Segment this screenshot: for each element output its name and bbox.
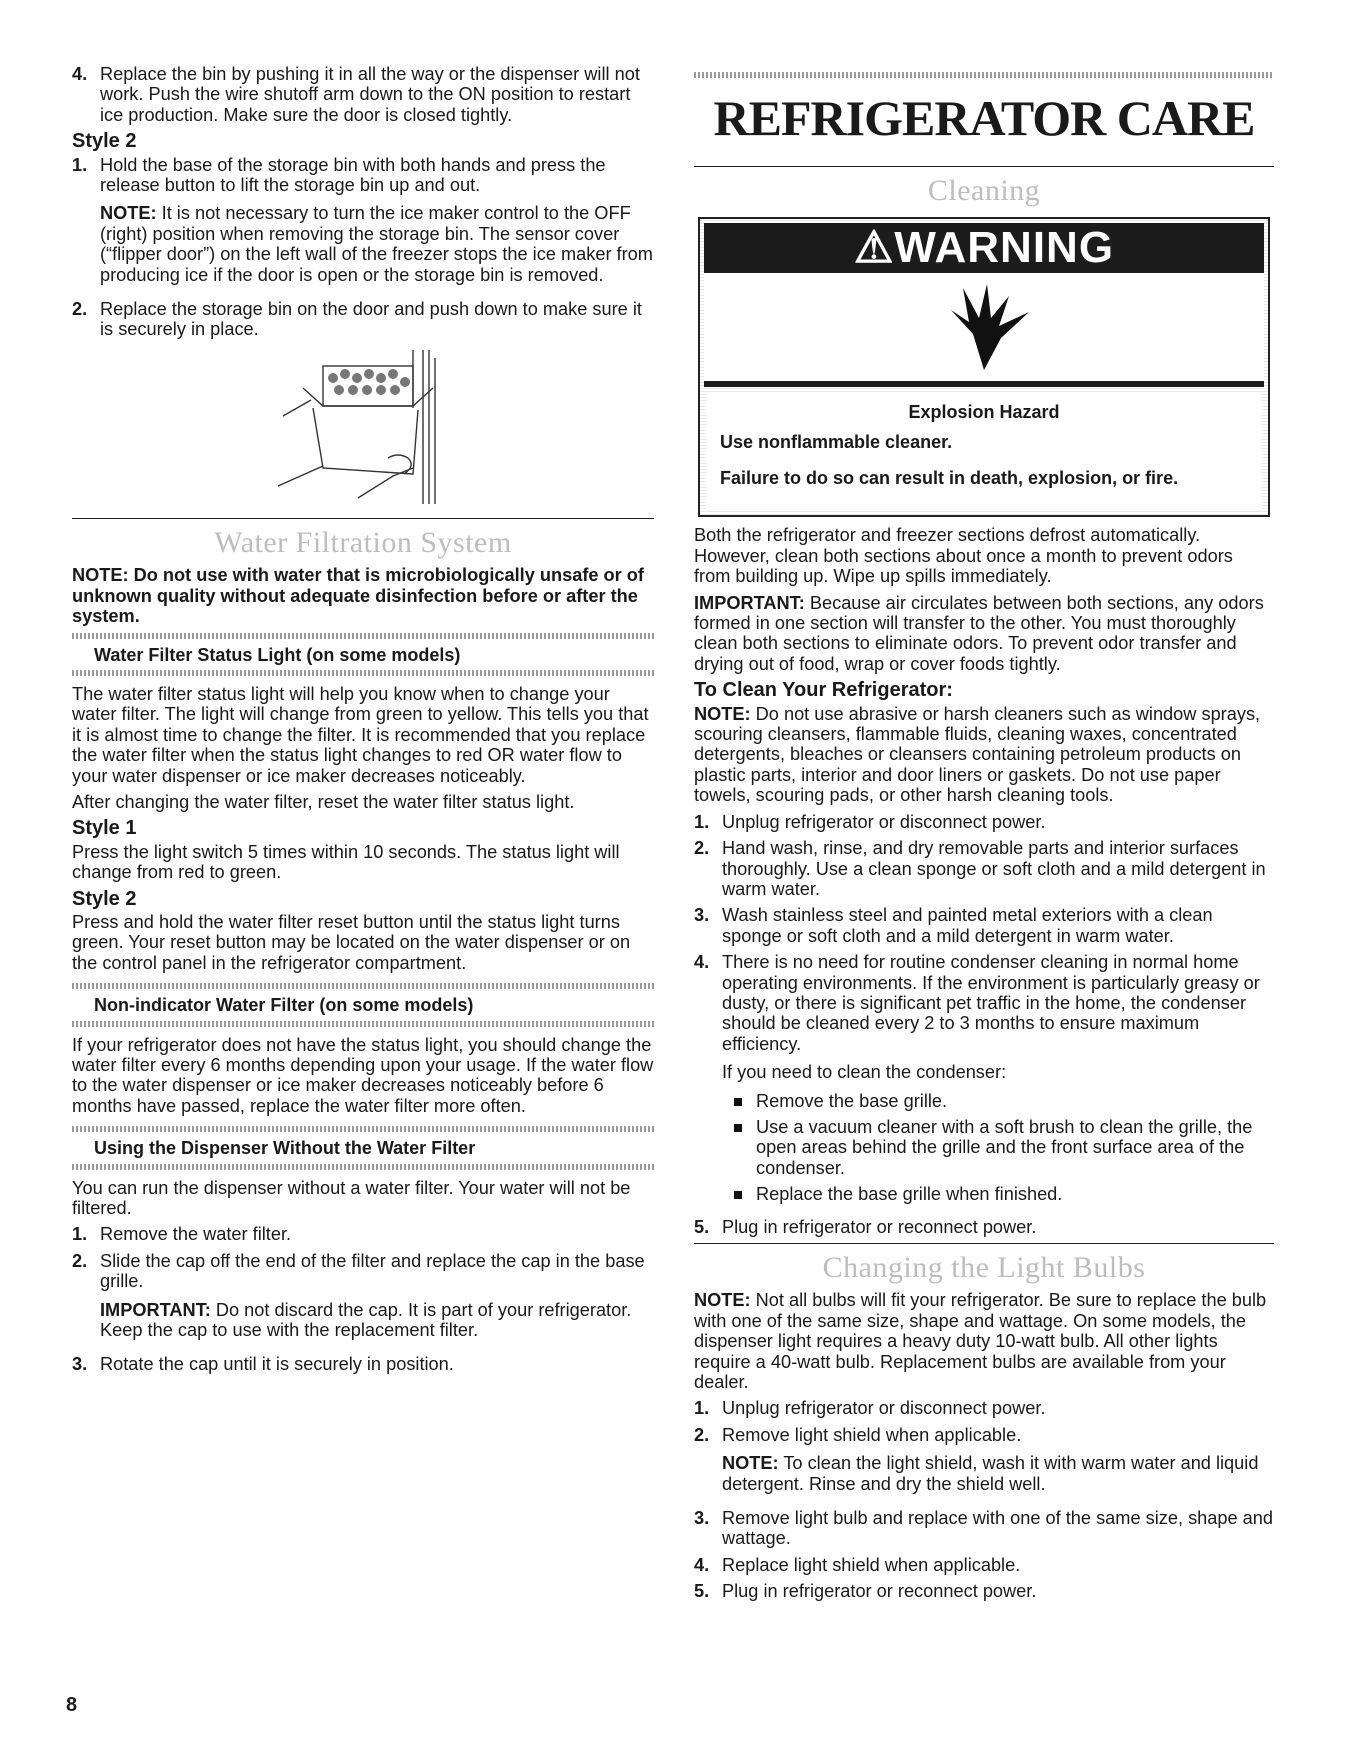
section-title: Changing the Light Bulbs	[822, 1251, 1146, 1284]
list-item	[72, 299, 654, 340]
important-label: IMPORTANT:	[694, 592, 805, 613]
page-title: REFRIGERATOR CARE	[713, 90, 1255, 146]
list-item	[694, 1555, 1274, 1575]
paragraph: After changing the water filter, reset the water filter status light.	[72, 791, 575, 812]
list-item	[72, 64, 654, 125]
paragraph: The water filter status light will help you know when to change your water filter. The light will change from green to yellow. This tells you that it is almost time to change the filter. It is recommended that you replace the water filter when the status light changes to red OR water flow to your water dispenser or ice maker decreases noticeably.	[72, 683, 649, 786]
warning-line: Use nonflammable cleaner.	[720, 432, 953, 453]
left-column	[72, 64, 654, 1381]
section-title: Cleaning	[927, 174, 1041, 207]
step-number: 2.	[694, 1424, 710, 1445]
note-label: NOTE:	[694, 703, 751, 724]
step-number: 2.	[72, 1250, 88, 1271]
step-number: 1.	[694, 811, 710, 832]
note	[694, 1290, 1274, 1392]
step-number: 4.	[694, 1554, 710, 1575]
note-text: To clean the light shield, wash it with warm water and liquid detergent. Rinse and dry the shield well.	[722, 1453, 1259, 1494]
step-text: Remove the water filter.	[100, 1224, 292, 1245]
step-number: 1.	[72, 154, 88, 175]
note-text: Not all bulbs will fit your refrigerator. Be sure to replace the bulb with one of the same size, shape and wattage. On some models, the dispenser light requires a heavy duty 10-watt bulb. All other lights require a 40-watt bulb. Replacement bulbs are available from your dealer.	[694, 1290, 1267, 1393]
bullet-square-icon	[722, 1184, 756, 1204]
condenser-intro: If you need to clean the condenser:	[722, 1062, 1007, 1083]
step-number: 2.	[72, 299, 88, 320]
note	[722, 1453, 1274, 1494]
divider	[72, 1164, 654, 1170]
important-text: Do not discard the cap. It is part of your refrigerator. Keep the cap to use with the replacement filter.	[100, 1299, 632, 1341]
step-text: Unplug refrigerator or disconnect power.	[722, 1398, 1046, 1419]
step-number: 3.	[72, 1354, 88, 1375]
list-item	[694, 952, 1274, 1210]
step-text: Remove light shield when applicable.	[722, 1424, 1022, 1445]
step-number: 5.	[694, 1581, 710, 1602]
note	[694, 704, 1274, 806]
bullet-text: Remove the base grille.	[756, 1090, 948, 1111]
step-number: 2.	[694, 838, 710, 859]
step-text: Replace light shield when applicable.	[722, 1554, 1021, 1575]
note	[100, 203, 654, 285]
list-item	[694, 905, 1274, 946]
subsection-heading: To Clean Your Refrigerator:	[694, 679, 953, 702]
warning-text	[706, 393, 1262, 509]
list-item	[72, 155, 654, 293]
divider	[694, 72, 1274, 78]
water-note: NOTE: Do not use with water that is microbiologically unsafe or of unknown quality without adequate disinfection before or after the system.	[72, 565, 644, 627]
condenser-bullets	[722, 1091, 1274, 1205]
bullet-item	[722, 1184, 1274, 1204]
list-item	[694, 1398, 1274, 1418]
note-label: NOTE:	[100, 203, 157, 224]
list-item	[694, 812, 1274, 832]
important-label: IMPORTANT:	[100, 1299, 211, 1320]
style-heading: Style 1	[72, 817, 137, 840]
bullet-item	[722, 1117, 1274, 1178]
list-item	[694, 1508, 1274, 1549]
note-text: Do not use abrasive or harsh cleaners such as window sprays, scouring cleansers, flammable fluids, cleaning waxes, concentrated detergents, bleaches or cleansers containing petroleum products on plastic parts, interior and door liners or gaskets. Do not use paper towels, scouring pads, or other harsh cleaning tools.	[694, 703, 1261, 806]
step-text: Replace the bin by pushing it in all the way or the dispenser will not work. Push the wire shutoff arm down to the ON position to restart ice production. Make sure the door is closed tightly.	[100, 64, 640, 125]
paragraph: Press the light switch 5 times within 10 seconds. The status light will change from red to green.	[72, 841, 620, 883]
step-text: Remove light bulb and replace with one of the same size, shape and wattage.	[722, 1508, 1274, 1549]
page-number: 8	[66, 1694, 78, 1716]
subsection-heading: Using the Dispenser Without the Water Filter	[94, 1138, 476, 1159]
step-number: 3.	[694, 1508, 710, 1529]
bullet-text: Replace the base grille when finished.	[756, 1184, 1063, 1205]
subsection-heading: Water Filter Status Light (on some models)	[94, 644, 461, 665]
step-number: 4.	[72, 64, 88, 84]
bullet-square-icon	[722, 1091, 756, 1111]
warning-line: Failure to do so can result in death, explosion, or fire.	[720, 468, 1179, 489]
explosion-icon	[929, 282, 1039, 372]
important-text: Because air circulates between both sections, any odors formed in one section will transfer to the other. You must thoroughly clean both sections to eliminate odors. To prevent odor transfer and drying out of food, wrap or cover foods tightly.	[694, 592, 1264, 674]
list-item	[694, 1581, 1274, 1601]
bullet-square-icon	[722, 1117, 756, 1178]
important-note	[694, 593, 1274, 675]
bullet-text: Use a vacuum cleaner with a soft brush to clean the grille, the open areas behind the grille and the front surface area of the condenser.	[756, 1116, 1253, 1178]
important-note	[100, 1300, 654, 1341]
style-heading: Style 2	[72, 130, 137, 153]
warning-label: WARNING	[894, 223, 1115, 273]
section-title: Water Filtration System	[214, 525, 512, 559]
list-item	[694, 1425, 1274, 1502]
step-text: Plug in refrigerator or reconnect power.	[722, 1216, 1037, 1237]
step-number: 5.	[694, 1216, 710, 1237]
bullet-item	[722, 1091, 1274, 1111]
paragraph: If your refrigerator does not have the status light, you should change the water filter every 6 months depending upon your usage. If the water flow to the water dispenser or ice maker decreases noticeably before 6 months have passed, replace the water filter more often.	[72, 1034, 654, 1116]
list-item	[72, 1224, 654, 1244]
warning-triangle-icon: ⚠	[853, 223, 895, 273]
note-text: It is not necessary to turn the ice maker control to the OFF (right) position when removing the storage bin. The sensor cover (“flipper door”) on the left wall of the freezer stops the ice maker from producing ice if the door is open or the storage bin is removed.	[100, 203, 653, 285]
paragraph: Press and hold the water filter reset button until the status light turns green. Your reset button may be located on the water dispenser or on the control panel in the refrigerator compartment.	[72, 911, 631, 973]
list-item	[694, 838, 1274, 899]
step-number: 3.	[694, 905, 710, 926]
divider	[72, 518, 654, 519]
note-label: NOTE:	[694, 1290, 751, 1311]
hazard-title: Explosion Hazard	[908, 402, 1060, 423]
paragraph: You can run the dispenser without a water filter. Your water will not be filtered.	[72, 1177, 631, 1219]
divider	[694, 1243, 1274, 1244]
subsection-heading: Non-indicator Water Filter (on some models)	[94, 995, 474, 1016]
paragraph: Both the refrigerator and freezer sections defrost automatically. However, clean both sections about once a month to prevent odors from building up. Wipe up spills immediately.	[694, 525, 1233, 587]
divider	[72, 1021, 654, 1027]
step-text: Wash stainless steel and painted metal exteriors with a clean sponge or soft cloth and a mild detergent in warm water.	[722, 905, 1213, 946]
list-item	[694, 1217, 1274, 1237]
divider	[72, 670, 654, 676]
style-heading: Style 2	[72, 887, 137, 910]
storage-bin-drawing	[263, 348, 463, 506]
list-item	[72, 1354, 654, 1374]
step-text: Plug in refrigerator or reconnect power.	[722, 1581, 1037, 1602]
note-label: NOTE:	[722, 1453, 779, 1474]
step-number: 4.	[694, 952, 710, 973]
divider	[694, 166, 1274, 167]
step-text: Hand wash, rinse, and dry removable parts and interior surfaces thoroughly. Use a clean sponge or soft cloth and a mild detergent in warm water.	[722, 838, 1266, 899]
step-text: Rotate the cap until it is securely in position.	[100, 1354, 454, 1375]
right-column	[694, 64, 1274, 1608]
warning-box	[698, 217, 1270, 517]
step-text: Slide the cap off the end of the filter and replace the cap in the base grille.	[100, 1250, 645, 1292]
list-item	[72, 1251, 654, 1349]
step-text: Hold the base of the storage bin with both hands and press the release button to lift the storage bin up and out.	[100, 154, 606, 196]
warning-header	[704, 223, 1264, 273]
storage-bin-illustration	[72, 348, 654, 506]
step-number: 1.	[72, 1224, 88, 1245]
warning-symbol-panel	[704, 273, 1264, 387]
step-text: There is no need for routine condenser cleaning in normal home operating environments. If the environment is particularly greasy or dusty, or there is significant pet traffic in the home, the condenser should be cleaned every 2 to 3 months to ensure maximum efficiency.	[722, 952, 1260, 1054]
step-number: 1.	[694, 1398, 710, 1419]
step-text: Replace the storage bin on the door and push down to make sure it is securely in place.	[100, 299, 642, 340]
step-text: Unplug refrigerator or disconnect power.	[722, 811, 1046, 832]
